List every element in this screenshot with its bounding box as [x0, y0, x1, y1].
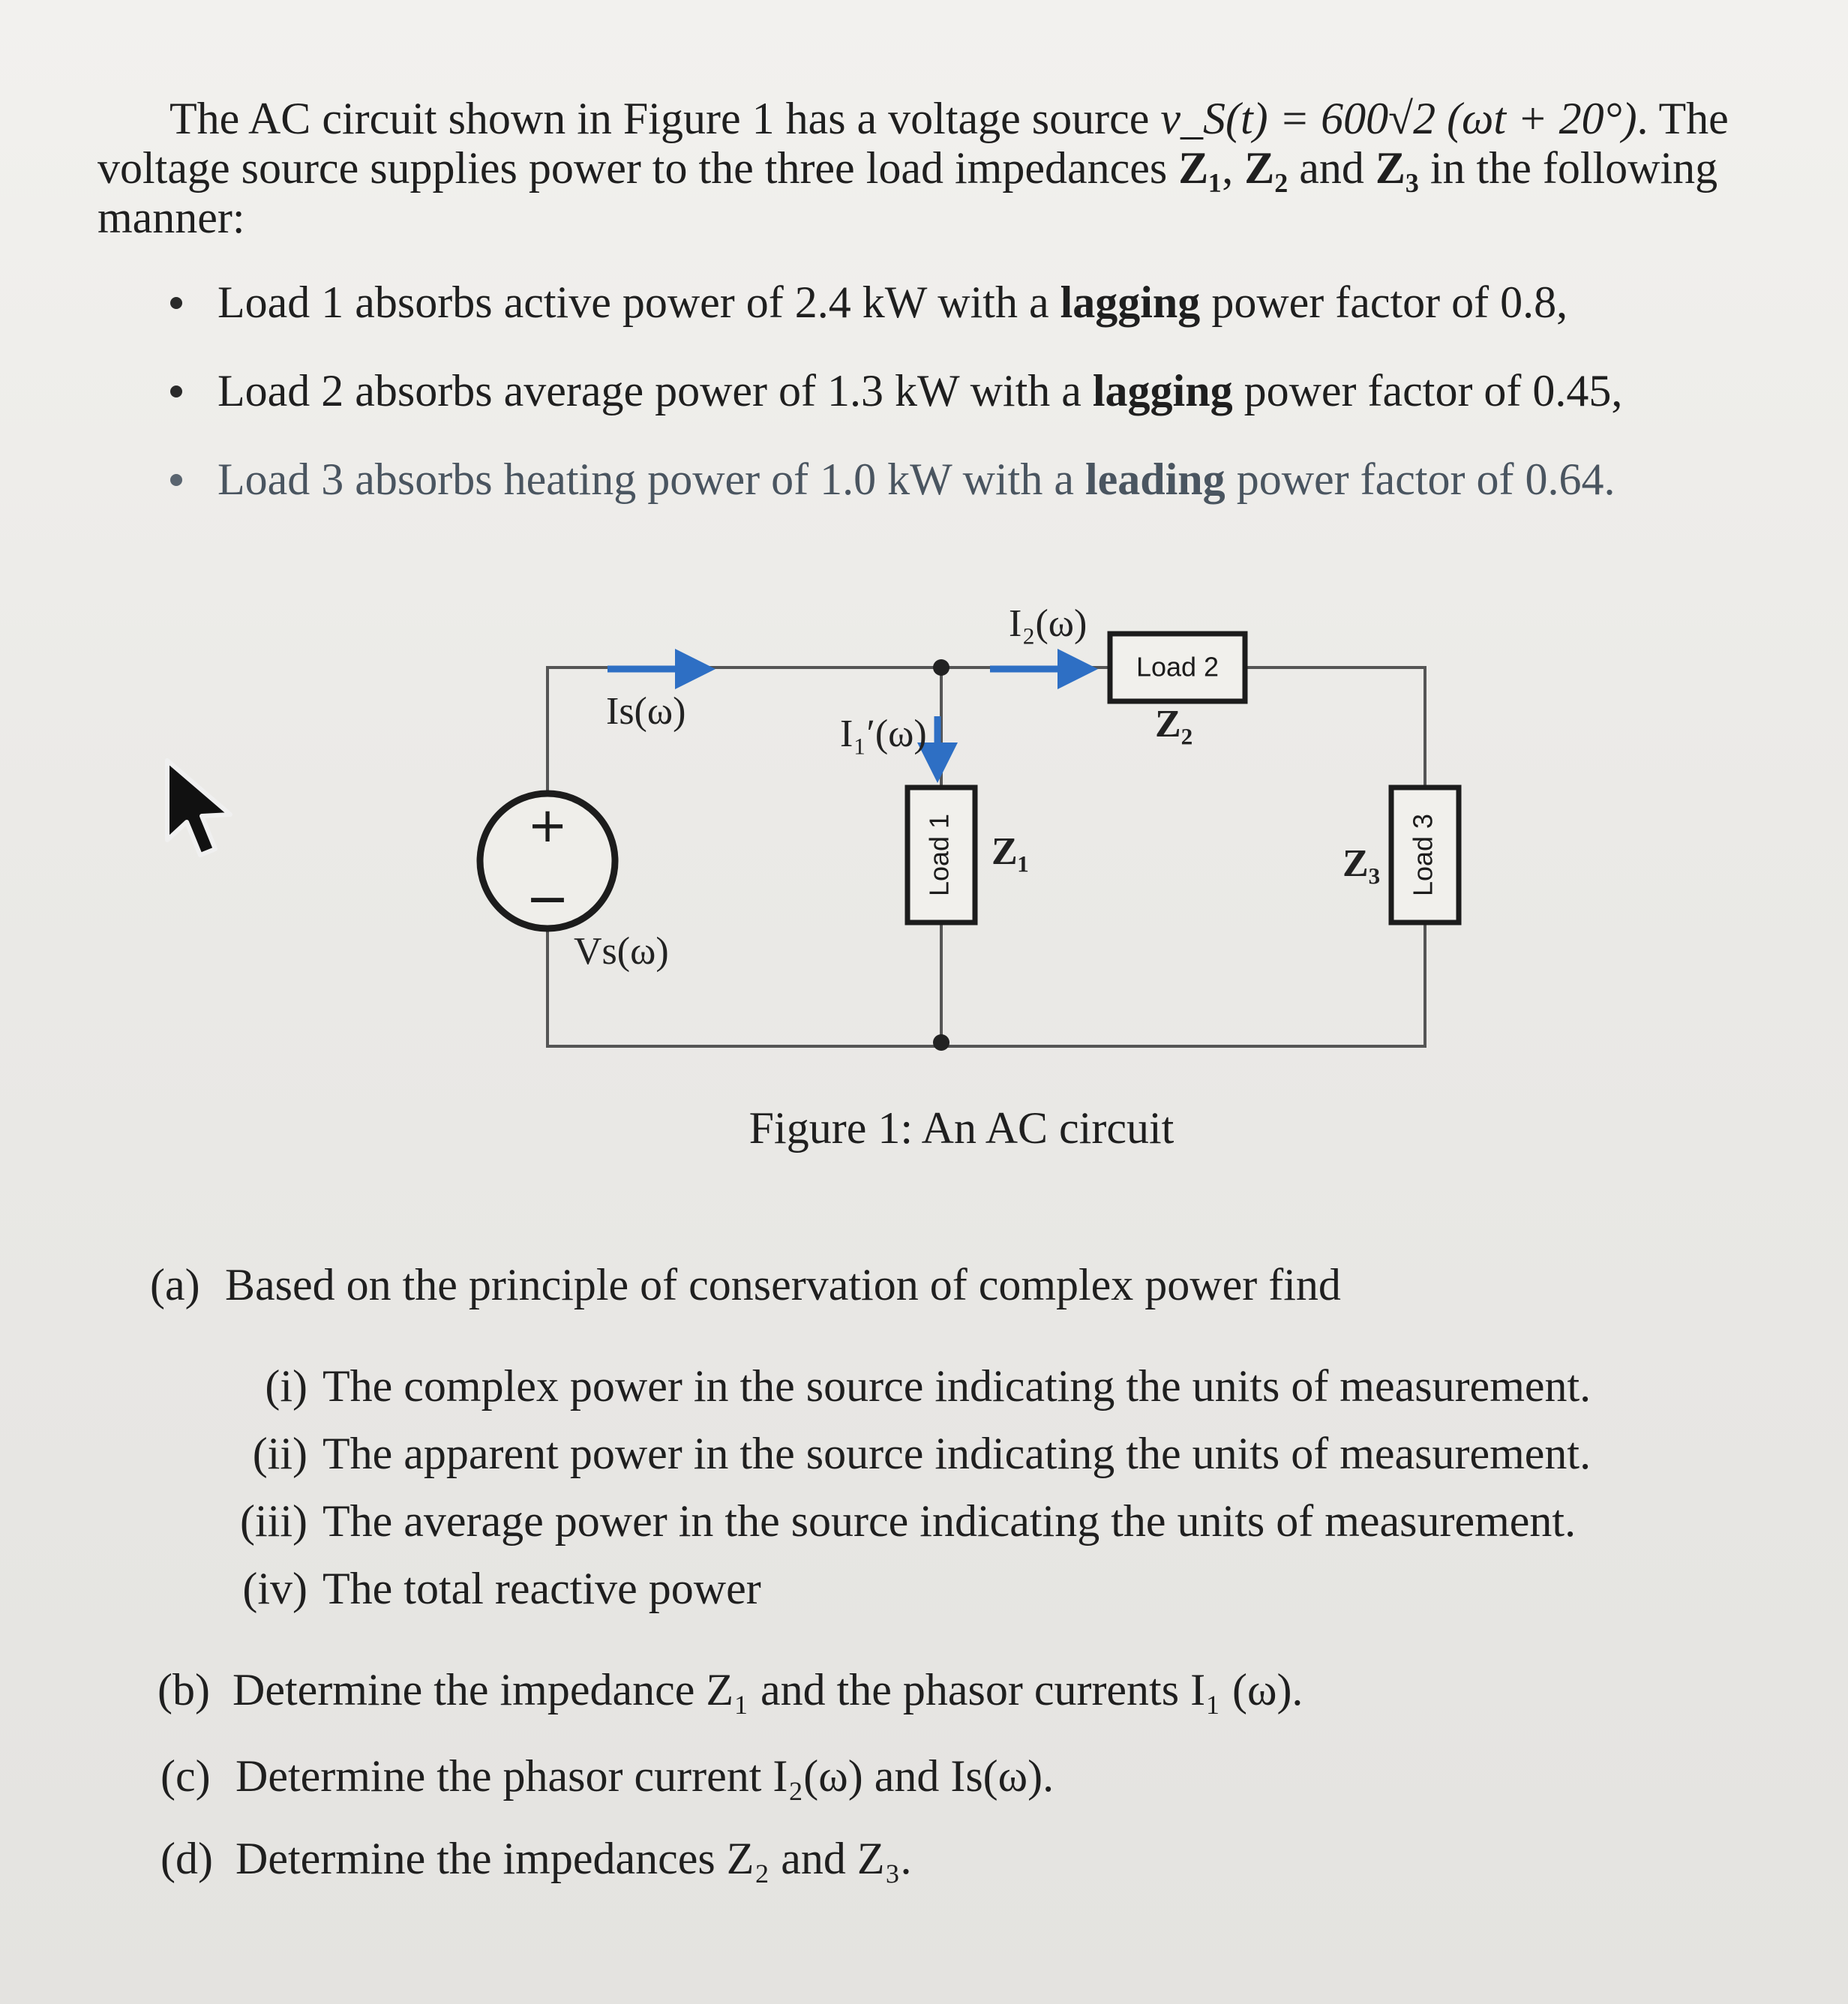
i2-label: I₂(ω) — [1009, 602, 1088, 645]
intro-z2: Z₂ — [1244, 143, 1288, 193]
load1-box — [908, 788, 975, 922]
is-label: Is(ω) — [606, 690, 686, 733]
voltage-source — [480, 794, 615, 929]
bullet-3-pre: Load 3 absorbs heating power of 1.0 kW with a — [218, 454, 1085, 504]
intro-and: and — [1288, 143, 1376, 193]
sub-ii-text: The apparent power in the source indicating the units of measurement. — [322, 1429, 1592, 1478]
intro-z3: Z₃ — [1375, 143, 1419, 193]
sub-iii-label: (iii) — [240, 1496, 308, 1546]
sub-ii-label: (ii) — [252, 1429, 308, 1478]
question-c — [160, 1751, 1054, 1801]
load3-label: Load 3 — [1407, 813, 1438, 897]
question-a-iv — [225, 1564, 761, 1613]
bottom-wire — [548, 922, 1425, 1046]
question-a-label: (a) — [150, 1260, 200, 1310]
bullet-1-bold: lagging — [1060, 278, 1201, 327]
bullet-2-post: power factor of 0.45, — [1232, 366, 1623, 416]
question-c-text: Determine the phasor current I₂(ω) and Is(ω). — [236, 1751, 1054, 1801]
intro-text-2: . The voltage source supplies power to the three load impedances — [98, 94, 1729, 193]
bullet-1-post: power factor of 0.8, — [1200, 278, 1568, 327]
bottom-node — [933, 1034, 950, 1051]
question-b — [158, 1665, 1303, 1714]
question-d-label: (d) — [160, 1834, 213, 1883]
source-minus: − — [525, 868, 570, 929]
bullet-3-post: power factor of 0.64. — [1225, 454, 1616, 504]
question-c-label: (c) — [160, 1751, 211, 1801]
sub-iv-label: (iv) — [242, 1564, 308, 1613]
sub-i-text: The complex power in the source indicating the units of measurement. — [322, 1361, 1592, 1411]
load2-label: Load 2 — [1136, 651, 1220, 682]
question-a — [150, 1260, 1341, 1310]
intro-z1: Z₁ — [1178, 143, 1222, 193]
question-a-ii — [225, 1429, 1591, 1478]
bullet-1-pre: Load 1 absorbs active power of 2.4 kW with a — [218, 278, 1060, 327]
mouse-pointer-icon — [161, 758, 244, 862]
question-d — [160, 1834, 912, 1883]
sub-iii-text: The average power in the source indicating the units of measurement. — [322, 1496, 1576, 1546]
bullet-3-bold: leading — [1084, 454, 1226, 504]
intro-text-1: The AC circuit shown in Figure 1 has a voltage source — [170, 94, 1161, 143]
z3-label: Z₃ — [1342, 842, 1381, 885]
vs-label: Vs(ω) — [574, 930, 669, 973]
bullet-2-pre: Load 2 absorbs average power of 1.3 kW with a — [218, 366, 1093, 416]
load2-box — [1110, 634, 1245, 701]
source-plus: + — [527, 798, 568, 854]
sub-iv-text: The total reactive power — [322, 1564, 761, 1613]
source-equation: v_S(t) = 600√2 (ωt + 20°) — [1160, 94, 1637, 143]
intro-sep: , — [1222, 143, 1245, 193]
question-b-text: Determine the impedance Z₁ and the phasor currents I₁ (ω). — [232, 1665, 1304, 1714]
question-b-label: (b) — [158, 1665, 210, 1714]
top-node — [933, 659, 950, 676]
question-d-text: Determine the impedances Z₂ and Z₃. — [236, 1834, 912, 1883]
i1-label: I₁′(ω) — [840, 712, 927, 755]
question-a-i — [225, 1361, 1591, 1411]
figure-caption: Figure 1: An AC circuit — [748, 1103, 1174, 1153]
question-a-iii — [225, 1496, 1576, 1546]
question-a-text: Based on the principle of conservation of complex power find — [225, 1260, 1341, 1310]
sub-i-label: (i) — [265, 1361, 308, 1411]
intro-text-3: in the following manner: — [98, 143, 1718, 242]
load1-label: Load 1 — [923, 813, 955, 897]
z2-label: Z₂ — [1155, 703, 1193, 746]
z1-label: Z₁ — [992, 830, 1030, 873]
load3-box — [1391, 788, 1459, 922]
bullet-2-bold: lagging — [1092, 366, 1233, 416]
